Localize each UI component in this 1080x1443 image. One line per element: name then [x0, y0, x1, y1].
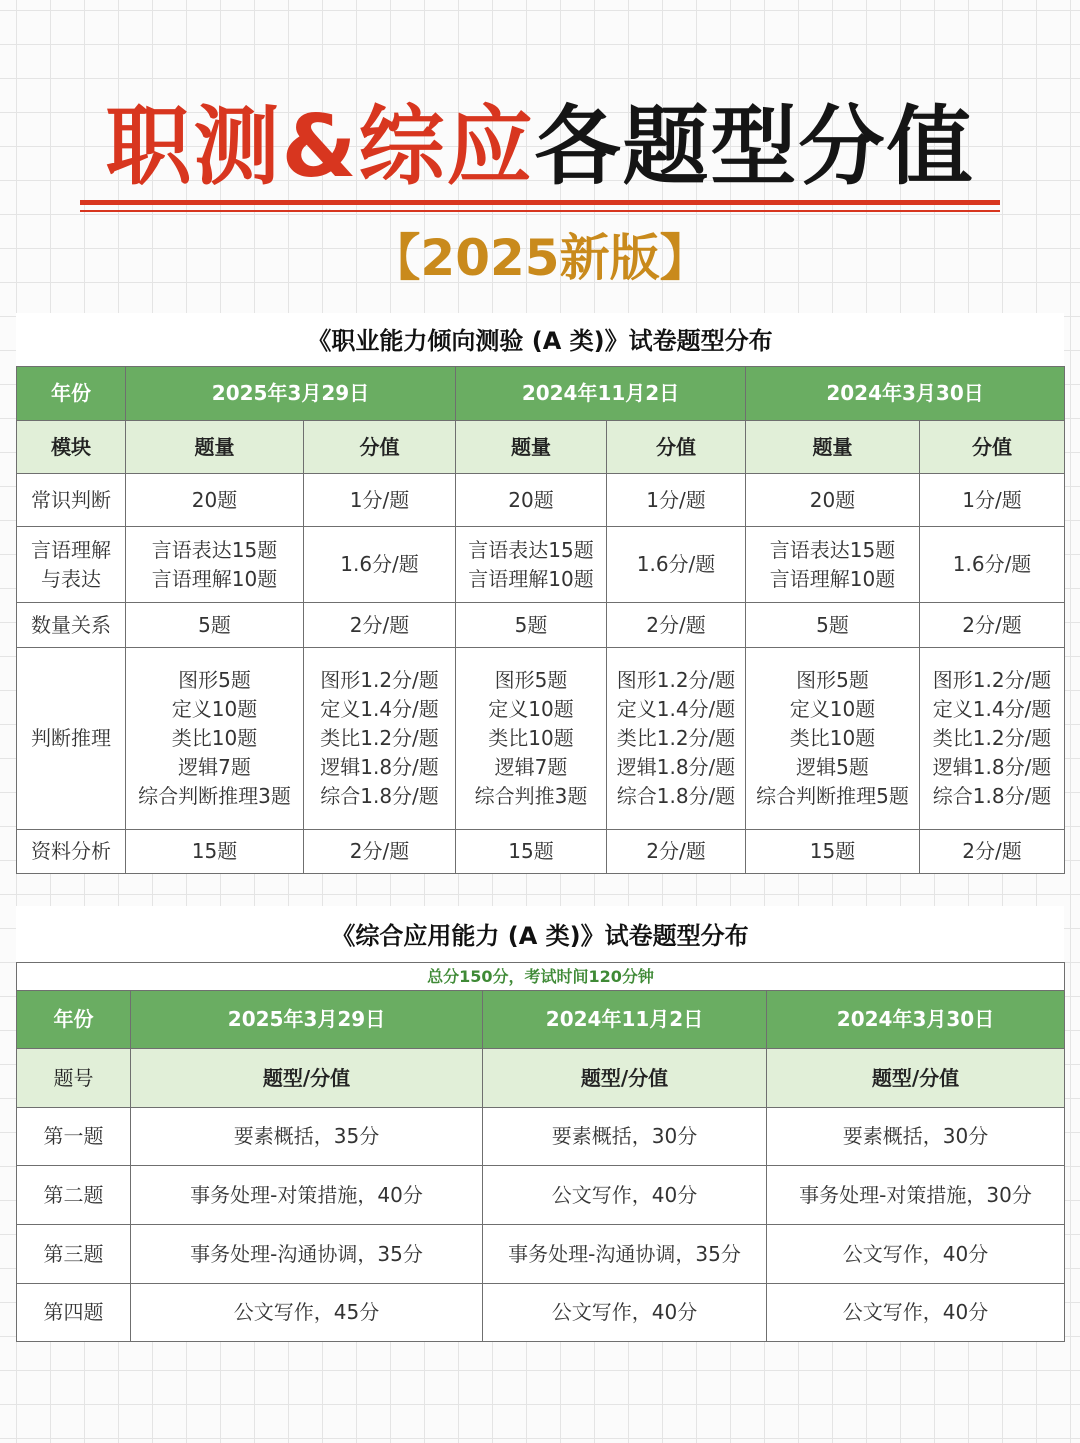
- cell-line: 类比10题: [789, 726, 876, 750]
- cell-line: 综合判断推理5题: [756, 784, 909, 808]
- table-row: [17, 1284, 1065, 1342]
- data-cell: [456, 648, 607, 830]
- table2-caption: 《综合应用能力 (A 类)》试卷题型分布: [331, 922, 749, 950]
- data-cell: 15题: [126, 830, 304, 874]
- data-cell: 20题: [456, 474, 607, 527]
- title-black-part: 各题型分值: [534, 97, 975, 197]
- cell-line: 图形1.2分/题: [320, 668, 439, 692]
- data-cell: 5题: [126, 603, 304, 648]
- data-cell: [920, 648, 1065, 830]
- question-number-cell: 第三题: [17, 1225, 131, 1284]
- data-cell: 1.6分/题: [920, 527, 1065, 603]
- cell-line: 类比1.2分/题: [616, 726, 736, 750]
- data-cell: 事务处理-对策措施，30分: [767, 1166, 1065, 1225]
- data-cell: [126, 527, 304, 603]
- data-cell: 2分/题: [304, 603, 456, 648]
- cell-line: 言语理解10题: [468, 566, 594, 591]
- module-cell: 数量关系: [17, 603, 126, 648]
- data-cell: 公文写作，40分: [483, 1166, 767, 1225]
- data-cell: 要素概括，35分: [131, 1108, 483, 1166]
- table-row: [17, 603, 1065, 648]
- cell-line: 图形5题: [796, 668, 869, 692]
- title-underline-thin: [80, 210, 1000, 212]
- question-number-cell: 第一题: [17, 1108, 131, 1166]
- version-badge: 【2025新版】: [370, 229, 710, 287]
- cell-line: 图形1.2分/题: [616, 668, 736, 692]
- data-cell: 2分/题: [920, 830, 1065, 874]
- table-row: [17, 474, 1065, 527]
- cell-line: 言语理解: [31, 537, 111, 562]
- data-cell: 20题: [126, 474, 304, 527]
- cell-line: 图形1.2分/题: [932, 668, 1052, 692]
- year-header: 年份: [17, 991, 131, 1049]
- cell-line: 综合判断推理3题: [138, 784, 291, 808]
- cell-line: 定义1.4分/题: [932, 697, 1052, 721]
- title-red-part: 职测&综应: [105, 97, 535, 197]
- cell-line: 类比1.2分/题: [320, 726, 439, 750]
- cell-line: 定义1.4分/题: [320, 697, 439, 721]
- data-cell: 公文写作，45分: [131, 1284, 483, 1342]
- score-header: 分值: [304, 421, 456, 474]
- score-header: 分值: [607, 421, 746, 474]
- data-cell: 事务处理-对策措施，40分: [131, 1166, 483, 1225]
- table2-year-row: [17, 991, 1065, 1049]
- question-number-cell: 第二题: [17, 1166, 131, 1225]
- data-cell: [126, 648, 304, 830]
- data-cell: 5题: [746, 603, 920, 648]
- data-cell: 15题: [456, 830, 607, 874]
- data-cell: [456, 527, 607, 603]
- cell-line: 类比1.2分/题: [932, 726, 1052, 750]
- table1: [16, 366, 1065, 874]
- table2: [16, 962, 1065, 1342]
- module-header: 模块: [17, 421, 126, 474]
- data-cell: 20题: [746, 474, 920, 527]
- data-cell: 事务处理-沟通协调，35分: [131, 1225, 483, 1284]
- date-header: 2024年11月2日: [456, 367, 746, 421]
- data-cell: 公文写作，40分: [767, 1284, 1065, 1342]
- module-cell: 常识判断: [17, 474, 126, 527]
- data-cell: [746, 527, 920, 603]
- type-header: 题型/分值: [483, 1049, 767, 1108]
- count-header: 题量: [126, 421, 304, 474]
- cell-line: 言语表达15题: [151, 537, 278, 562]
- table1-subheader-row: [17, 421, 1065, 474]
- count-header: 题量: [456, 421, 607, 474]
- cell-line: 类比10题: [488, 726, 574, 750]
- data-cell: 1分/题: [304, 474, 456, 527]
- module-cell: 资料分析: [17, 830, 126, 874]
- cell-line: 综合1.8分/题: [616, 784, 736, 808]
- cell-line: 逻辑5题: [796, 755, 869, 779]
- cell-line: 图形5题: [178, 668, 251, 692]
- table-row: [17, 830, 1065, 874]
- data-cell: 5题: [456, 603, 607, 648]
- cell-line: 言语表达15题: [468, 537, 594, 562]
- data-cell: 2分/题: [304, 830, 456, 874]
- cell-line: 言语理解10题: [769, 566, 896, 591]
- table1-caption: 《职业能力倾向测验 (A 类)》试卷题型分布: [307, 327, 773, 355]
- cell-line: 逻辑1.8分/题: [320, 755, 439, 779]
- table2-note-row: [17, 963, 1065, 991]
- data-cell: 公文写作，40分: [483, 1284, 767, 1342]
- data-cell: 1分/题: [920, 474, 1065, 527]
- data-cell: 公文写作，40分: [767, 1225, 1065, 1284]
- cell-line: 逻辑7题: [494, 755, 568, 779]
- type-header: 题型/分值: [767, 1049, 1065, 1108]
- date-header: 2024年11月2日: [483, 991, 767, 1049]
- cell-line: 定义10题: [789, 697, 876, 721]
- data-cell: 1分/题: [607, 474, 746, 527]
- cell-line: 综合1.8分/题: [320, 784, 439, 808]
- data-cell: 事务处理-沟通协调，35分: [483, 1225, 767, 1284]
- count-header: 题量: [746, 421, 920, 474]
- data-cell: 2分/题: [920, 603, 1065, 648]
- cell-line: 定义10题: [171, 697, 258, 721]
- score-header: 分值: [920, 421, 1065, 474]
- cell-line: 与表达: [41, 566, 101, 591]
- table-row: [17, 1166, 1065, 1225]
- question-number-cell: 第四题: [17, 1284, 131, 1342]
- table-row: [17, 1108, 1065, 1166]
- date-header: 2025年3月29日: [126, 367, 456, 421]
- data-cell: 要素概括，30分: [767, 1108, 1065, 1166]
- data-cell: 2分/题: [607, 830, 746, 874]
- data-cell: [746, 648, 920, 830]
- module-cell: [17, 527, 126, 603]
- title-underline-thick: [80, 200, 1000, 205]
- data-cell: 2分/题: [607, 603, 746, 648]
- data-cell: 1.6分/题: [304, 527, 456, 603]
- cell-line: 图形5题: [494, 668, 568, 692]
- cell-line: 言语表达15题: [769, 537, 896, 562]
- date-header: 2025年3月29日: [131, 991, 483, 1049]
- table-row: [17, 648, 1065, 830]
- cell-line: 定义1.4分/题: [616, 697, 736, 721]
- cell-line: 逻辑7题: [178, 755, 251, 779]
- cell-line: 综合1.8分/题: [932, 784, 1052, 808]
- table2-subheader-row: [17, 1049, 1065, 1108]
- data-cell: 1.6分/题: [607, 527, 746, 603]
- data-cell: 15题: [746, 830, 920, 874]
- cell-line: 逻辑1.8分/题: [616, 755, 736, 779]
- data-cell: 要素概括，30分: [483, 1108, 767, 1166]
- date-header: 2024年3月30日: [746, 367, 1065, 421]
- number-header: 题号: [17, 1049, 131, 1108]
- module-cell: 判断推理: [17, 648, 126, 830]
- table-row: [17, 527, 1065, 603]
- table1-year-row: [17, 367, 1065, 421]
- cell-line: 类比10题: [171, 726, 258, 750]
- cell-line: 言语理解10题: [151, 566, 278, 591]
- table-row: [17, 1225, 1065, 1284]
- cell-line: 定义10题: [488, 697, 574, 721]
- type-header: 题型/分值: [131, 1049, 483, 1108]
- date-header: 2024年3月30日: [767, 991, 1065, 1049]
- page-title: [0, 92, 1080, 202]
- data-cell: [304, 648, 456, 830]
- year-header: 年份: [17, 367, 126, 421]
- cell-line: 逻辑1.8分/题: [932, 755, 1052, 779]
- exam-note: 总分150分，考试时间120分钟: [17, 963, 1065, 991]
- cell-line: 综合判推3题: [474, 784, 588, 808]
- data-cell: [607, 648, 746, 830]
